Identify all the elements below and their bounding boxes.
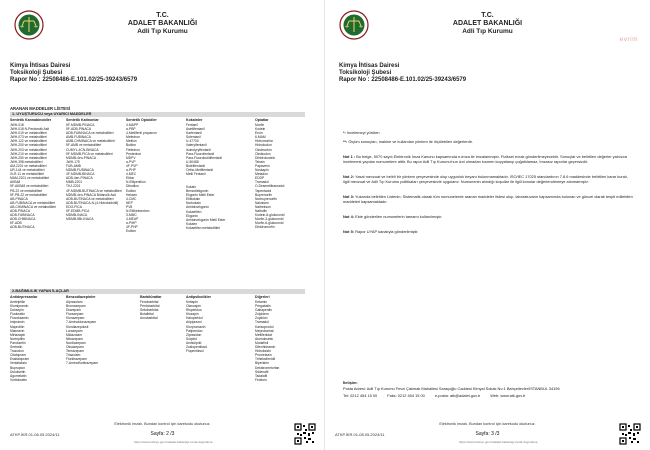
list-item: ADB-FUBINACA ve metabolitleri [66,131,114,136]
s1-header-4: Kokainler [186,118,203,122]
list-item: Tramadol [255,180,269,185]
list-item: Dihidromorfin [255,225,275,230]
list-item: Mirtazapin [10,332,26,337]
list-item: 5F-EDMB-PICA [66,208,90,213]
s2-header-4: Antipsikotikler [186,295,211,299]
contact-web[interactable]: Web: www.atk.gov.tr [490,392,526,398]
list-item: EDO-PICA [66,204,82,209]
qr-code-icon [294,423,316,445]
list-item: MDMB-4en-PINACA Bütanoik Asit [66,192,116,197]
list-item: Pregabalin [255,304,271,309]
list-item: Flunitrazepam [66,357,87,362]
list-item: U-50488 [186,159,199,164]
list-item: 4F-PHP [126,225,138,230]
s2-header-2: Benzodiazepinler [66,295,96,299]
office-line-2: Toksikoloji Şubesi [339,70,392,76]
list-item: 4F-PVP [126,163,138,168]
list-item: Anhidroekgonin [186,205,209,210]
list-item: Naloksen [255,200,269,205]
list-item: Sufentanil [186,135,201,140]
list-item: Fluvoksamin [10,316,29,321]
list-item: JWH-122 ve metabolitleri [10,139,47,144]
list-item: ADB-PINACA [10,208,31,213]
list-item: Metil Fentanil [186,172,206,177]
list-item: JWH-019 ve metabolitleri [10,131,47,136]
list-item: Temazepam [66,349,84,354]
list-item: MDMB-FUBINACA [66,168,94,173]
note-5: Not 5: Rapor UYAP kanalıyla gönderilmiştir. [343,229,419,234]
note-2: Not 2: Yasal mevzuat ve belirli bir yöntem çerçevesinde olup uygunluk beyanı bulunmamaktadır. ISO/IEC 17025 standardının 7.8.6 maddesinde belirtilen karar kuralı, ilgili mevzuat ve Adli Tıp Kurumu politikaları çerçevesinde uygulanır. Numunenin alındığı koşullar ile ilgili konular değerlendirmeye alınmamıştır. [343,174,628,184]
header-line-3: Adli Tıp Kurumu [137,28,188,35]
list-item: JWH-073 ve metabolitleri [10,135,47,140]
list-item: Olanzapin [186,304,201,309]
s2-col-2 [66,300,98,366]
list-item: JWH-203 ve metabolitleri [10,147,47,152]
list-item: Naltrekson [255,204,271,209]
list-item: ADB-FUBINACA [10,213,35,218]
list-item: Eroin [255,131,263,136]
list-item: Fenobarbital [140,300,159,304]
office-line-2: Toksikoloji Şubesi [10,70,63,76]
list-item: Dibutilon [126,184,139,189]
list-item: Ketamin [255,300,268,304]
list-item: JWH-175 [66,159,80,164]
list-item: 4-MEAP [126,217,139,222]
list-item: 6-MAM [255,135,266,140]
list-item: XLR-11 ve metabolitleri [10,172,45,177]
contact-title: İletişim: [343,380,358,385]
list-item: MDMB-INACA [66,213,88,218]
list-item: Amitriptilin [10,300,26,304]
list-item: α-PVP [126,159,136,164]
list-item: Metilon [126,139,137,144]
list-item: AM-2201 ve metabolitleri [10,163,47,168]
list-item: MAM-2201 ve metabolitleri [10,176,50,181]
list-item: Bupropion [10,365,26,370]
list-item: EDDP [255,176,265,181]
page-number: Sayfa: 2 /3 [150,431,175,437]
list-item: 4-CMC [126,196,137,201]
list-item: MMB-2201 [66,180,83,185]
list-item: Kokaetilen [186,209,202,214]
list-item: JWH-398 metabolitleri [10,159,43,164]
list-item: Klonazepam [66,316,85,321]
list-item: Sildenafil [255,369,269,374]
s2-header-1: Antidepresanlar [10,295,38,299]
list-item: UR-144 ve metabolitleri [10,168,45,173]
list-item: Eutilon [126,188,137,193]
list-item: Ortho-Metilfentanil [186,168,213,173]
header-line-3: Adli Tıp Kurumu [462,28,513,35]
list-item: Dihidrokodein [255,155,276,160]
s1-col-2 [66,123,122,221]
list-item: CUMYL-4CN-BINACA [66,147,99,152]
list-item: Vortioksetin [10,377,28,382]
header-line-2: ADALET BAKANLIĞI [452,20,523,27]
list-item: Tramadol [255,320,269,325]
list-item: Maprotilin [10,324,25,329]
list-item: ADB-BUTINACA-N-(4-Hidroksibütil) [66,200,119,205]
contact-phone: Tel: 0212 454 15 00 [343,392,378,398]
list-title: ARANAN MADDELER LİSTESİ [10,106,71,111]
list-item: Pentedron [126,151,142,156]
esign-note: Elektronik imzalı. Bundan kontrol için karekodu okutunuz. [439,422,536,426]
list-item: NEP [126,200,133,205]
s1-col-5 [186,185,225,230]
list-item: Dekstrometorfan [255,365,280,370]
contact-block [343,380,633,399]
list-item: Doksepin [10,308,24,313]
list-item: Mefedron [126,135,140,140]
list-item: 5F-AKB48 ve metabolitleri [10,184,49,189]
header-line-2: ADALET BAKANLIĞI [127,20,198,27]
list-item: Paliperidon [186,328,203,333]
list-item: AMB-FUBINACA [66,135,91,140]
section2-title: 2-BAĞIMLILIK YAPAN İLAÇLAR [10,289,305,294]
list-item: Diazepam [66,308,81,313]
list-item: AB-CHMINACA ve metabolitleri [10,204,56,209]
list-item: Meprobamat [255,328,274,333]
list-item: Alprazolam [66,300,83,304]
list-item: Kokain [186,185,197,189]
list-item: 5F-MDMB-PINACA [66,123,95,127]
list-item: Ketiapin [186,300,198,304]
list-item: Difenhidramin [255,345,276,350]
note-1: Not 1 : Bu belge, 5070 sayılı Elektronik İmza Kanunu kapsamında e-imza ile imzalanmıştır. Fiziksel evrak gönderilmeyecektir. Sonuçlar ve belirtilen değerler yalnızca incelemesi yapılan numunelere aittir. Bu rapor Adli Tıp Kurumu'nun izni olmadan kısmen kopyalanıp çoğaltılamaz, İmzasız raporlar geçersizdir. [343,154,627,164]
document-header [325,12,650,36]
section1-title: 1- UYUŞTURUCU veya UYARICI MADDELER [10,112,305,117]
list-item: PB-22 ve metabolitleri [10,188,43,193]
list-item: Klomipramin [10,304,29,309]
list-item: 4-Metilfenil propanon [126,131,157,136]
list-item: Klozapin [186,312,199,317]
s1-col-4 [186,123,222,176]
list-item: Valerylfentanil [186,143,207,148]
s1-header-5: Opiatlar [255,118,269,122]
list-item: Morfin-6-glukuronid [255,221,284,226]
list-item: Tebain [255,159,265,164]
list-item: JWH-200 ve metabolitleri [10,143,47,148]
list-item: Anhidroekgonin Metil Ester [186,217,226,222]
header-line-1: T.C. [481,12,494,19]
list-item: Nordiazepam [66,340,86,345]
list-item: JWH-210 ve metabolitleri [10,151,47,156]
list-item: Modafinil [255,340,269,345]
verify-url: https://www.turkiye.gov.tr/adalet-bakanligi-evrak-dogrulama [459,440,538,444]
list-item: 5F-MDMB-PICA ve metabolitleri [66,151,113,156]
s2-col-3 [140,300,159,320]
list-item: Triheksifenidil [255,357,276,362]
document-page-3 [325,0,650,450]
list-item: ADB-BUTINACA ve metabolitleri [66,196,114,201]
list-item: MDMB-4en-PINACA [66,155,97,160]
s1-col-6 [255,123,285,229]
list-item: Tapentadol [255,188,272,193]
list-item: Tadalafil [255,373,268,378]
list-item: Norbuprenorfin [255,196,277,201]
list-item: PV8 [126,204,133,209]
list-item: Oksazepam [66,345,84,350]
list-item: Oksimorfon [255,147,272,152]
s2-col-4 [186,300,207,353]
list-item: Essitalopram [10,357,30,362]
list-item: Flefedron [126,147,140,152]
s2-header-5: Diğerleri [255,295,270,299]
list-item: Hidromorfon [255,139,274,144]
list-item: JWH-018 N-Pentanoik Asit [10,127,50,132]
page-number: Sayfa: 3 /3 [475,431,500,437]
list-item: Benzoilekgonin [186,189,209,194]
list-item: Flupentiksol [186,349,204,354]
note-4: Not 4: Ekte gönderilen numunelerin tamamı kullanılmıştır. [343,214,443,219]
list-item: Citalopram [10,353,26,358]
list-item: Oksikodon [255,151,271,156]
list-item: AB-FUBINACA ve metabolitleri [10,200,56,205]
list-item: Metadon [255,172,268,177]
list-item: Trazodon [10,349,24,354]
list-item: Etilon [126,176,135,181]
list-item: O-Desmetiltramadol [255,184,285,189]
list-item: Nalbufin [255,208,268,213]
list-item: Para-Fluorobutirilfentanil [186,155,222,160]
list-item: Flurazepam [66,312,84,317]
list-item: İmipramin [10,320,25,325]
s2-col-5 [255,300,279,382]
list-item: Midazolam [66,332,82,337]
list-item: Paroksetin [10,340,26,345]
contact-address: Posta Adresi: Adli Tıp Kurumu Fevzi Çakmak Mahallesi Saraçoğlu Caddesi Kimyal Sokak No:1 Bahçelievler/İSTANBUL 34196 [343,386,560,392]
list-item: Duloksetin [10,369,26,374]
list-item: Para-Fluorofentanil [186,151,215,156]
list-item: α-PHP [126,168,136,173]
list-item: 4F-MDMB-BINACA [66,172,95,177]
document-header [0,12,325,36]
list-item: U-47700 [186,139,199,144]
list-item: Fentanil [186,123,198,127]
office-line-1: Kimya İhtisas Dairesi [10,63,71,69]
list-item: N-Etilheksedron [126,208,150,213]
list-item: 4-MEC [126,172,137,177]
list-item: Kokaetilen metabolitleri [186,225,221,230]
header-line-1: T.C. [156,12,169,19]
list-item: Morfin [255,123,265,127]
list-item: 7-Aminoflunitrazepam [66,361,99,366]
list-item: 5F-PB-22 ve metabolitleri [10,192,48,197]
contact-fax: Faks: 0212 454 15 00 [387,392,425,398]
list-item: Zuklopentiksol [186,345,208,350]
report-number: Rapor No : 22508486-E.101.02/25-39243/6579 [10,77,138,83]
list-item: Sekobarbital [140,308,159,313]
doc-id: ATKP.İKR.01-08.05.2024/11 [335,432,385,437]
list-item: α-PiHP [126,221,137,226]
list-item: Hidrokodon [255,143,272,148]
list-item: Zopiklon [255,316,268,321]
s1-col-3 [126,123,157,234]
list-item: Sulpirid [186,336,197,341]
report-number: Rapor No : 22508486-E.101.02/25-39243/6579 [339,77,467,83]
note-3: Not 3: Yukarıda belirtilen Listenin; Sistematik olarak tüm numunelerde aranan maddeler listesi olup, laboratuvarın kapsamında bulunan ve güncel olarak tespit edilebilen maddeleri kapsamaktadır. [343,194,633,204]
s1-col-1 [10,123,56,229]
list-item: Amobarbital [140,316,158,321]
s1-header-2: Sentetik Katinonlar [66,118,99,122]
list-item: Fenitoin [255,377,267,382]
list-item: Klordiazepoksit [66,324,89,329]
s2-header-3: Barbitüratlar [140,295,162,299]
list-item: Triazolam [66,353,81,358]
list-item: Heksen [126,192,138,197]
list-item: ADB-BUTINACA [10,225,35,230]
qr-code-icon [619,423,641,445]
list-item: JWH-018 [10,123,24,127]
list-item: Biperiden [255,361,269,366]
list-item: Sertralin [10,345,23,350]
list-item: Risperidon [186,308,202,313]
list-item: N-Etilpentilon [126,180,146,185]
list-item: ADB-CHMINACA [10,217,36,222]
s1-header-1: Sentetik Kannabinoidler [10,118,52,122]
list-item: ADB-4en-PINACA [66,176,93,181]
list-item: Etilkokain [186,197,201,202]
list-item: 3-MMC [126,213,137,218]
list-item: Nortriptilin [10,336,25,341]
list-item: Butalbital [140,312,154,317]
list-item: Amisülprid [186,340,202,345]
list-item: Gabapentin [255,308,273,313]
list-item: Lorazepam [66,328,83,333]
list-item: AMB-CHMINACA ve metabolitleri [66,139,115,144]
list-item: MDMB-5Br-INACA [66,217,94,222]
list-item: THJ-2201 [66,184,81,189]
list-item: 4-MAPP [126,123,139,127]
list-item: Eutilon [126,229,137,234]
s1-header-3: Sentetik Opioidler [126,118,157,122]
list-item: Ekgonin [186,213,198,218]
list-item: Norkokain [186,201,201,206]
list-item: Kodein [255,127,266,132]
list-item: Kokaen [186,221,198,226]
list-item: Klorpromazin [186,324,206,329]
list-item: Fluoksetin [10,312,26,317]
s2-col-1 [10,300,29,382]
office-line-1: Kimya İhtisas Dairesi [339,63,400,69]
list-item: FUB-AMB [66,163,81,168]
contact-email[interactable]: e-posta: atk@adalet.gov.tr [434,392,481,398]
list-item: Agomelatin [10,373,27,378]
list-item: Hidroksizin [255,349,272,354]
list-item: Ziprasidon [186,332,202,337]
doc-id: ATKP.İKR.01-08.05.2024/11 [10,432,60,437]
list-item: Zolpidem [255,312,269,317]
list-item: Karisoprodol [255,324,274,329]
list-item: 5F-AMB ve metabolitleri [66,143,102,148]
note-star2: **: Ölçüm sonuçları, makine ve kullanılan yöntem ile ölçülebilen değerlerdir. [343,139,473,144]
list-item: Isobutyrylfentanil [186,147,211,152]
list-item: Bromazepam [66,304,86,309]
list-item: Atomoksetin [255,336,274,341]
note-star1: *: İncelemeyi yürüten [343,130,380,135]
list-item: Haloperidol [186,316,203,321]
office-block [10,63,137,84]
watermark: evrim [619,36,638,43]
list-item: Venlafaksin [10,361,27,366]
list-item: Mianserin [10,328,25,333]
notes-block [343,130,633,238]
list-item: 5F-ADB [10,221,22,226]
list-item: Pentobarbital [140,304,160,309]
list-item: JWH-250 ve metabolitleri [10,155,47,160]
list-item: Ekgonin Metil Ester [186,193,215,198]
list-item: Morfin-3-glukuronid [255,217,284,222]
list-item: α-PBP [126,127,136,132]
list-item: Noskapin [255,168,269,173]
list-item: 7-Aminoklonazepam [66,320,97,325]
office-block [339,63,466,84]
list-item: Butilon [126,143,137,148]
list-item: Aripiprazol [186,320,202,325]
list-item: Asetilfentanil [186,127,205,132]
list-item: MDPV [126,155,136,160]
list-item: 4F-MDMB-BUTINACA ve metabolitleri [66,188,122,193]
list-item: Kodein-6-glukuronid [255,213,285,218]
list-item: AKB48 [10,180,21,185]
list-item: Karfentanil [186,131,202,136]
verify-url: https://www.turkiye.gov.tr/adalet-bakanligi-evrak-dogrulama [134,440,213,444]
esign-note: Elektronik imzalı. Bundan kontrol için karekodu okutunuz. [114,422,211,426]
list-item: Nitrazepam [66,336,83,341]
list-item: Papaverin [255,163,270,168]
list-item: Metilfenidat [255,332,272,337]
list-item: AB-PINACA [10,196,28,201]
list-item: Prometazin [255,353,272,358]
list-item: Butirilfentanil [186,163,205,168]
list-item: 5F-ADB-PINACA [66,127,92,132]
list-item: Buprenorfin [255,192,273,197]
